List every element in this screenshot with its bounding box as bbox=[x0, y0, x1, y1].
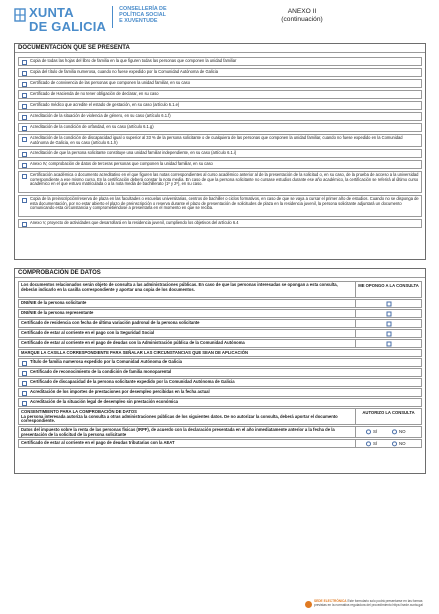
document-checkbox[interactable] bbox=[22, 174, 27, 179]
document-item-label: Acreditación de la condición de discapacidad igual o superior al 33 % de la persona solicitante o de cualquiera de las personas que componen la unidad familiar, cuando no fuese expedido en la Comunidad Autónoma de Galicia, en su caso (artículo 6.1.h) bbox=[30, 135, 403, 145]
consent-choice-cell bbox=[355, 440, 421, 447]
footer-text bbox=[314, 600, 429, 608]
document-item-label: Anexo IV, comprobación de datos de terceras personas que componen la unidad familiar, en su caso bbox=[30, 161, 213, 166]
verification-intro-row bbox=[18, 281, 422, 298]
circumstance-label: Certificado de reconocimiento de la condición de familia monoparental bbox=[30, 369, 172, 374]
consent-no-option[interactable] bbox=[392, 441, 406, 446]
document-item bbox=[18, 171, 422, 193]
document-item-label: Certificado de convivencia de las personas que componen la unidad familiar, en su caso bbox=[30, 80, 190, 85]
circumstance-label: Certificado de discapacidad de la persona solicitante expedido por la Comunidad Autónoma de Galicia bbox=[30, 379, 235, 384]
document-checkbox[interactable] bbox=[22, 115, 27, 120]
consent-choice-cell bbox=[355, 427, 421, 437]
consent-no-option[interactable] bbox=[392, 429, 406, 434]
consent-title: CONSENTIMIENTO PARA LA COMPROBACIÓN DE DATOS bbox=[21, 409, 137, 414]
column-header bbox=[355, 409, 421, 424]
oppose-cell bbox=[355, 340, 421, 347]
document-checkbox[interactable] bbox=[22, 60, 27, 65]
column-header-label: ME OPONGO A LA CONSULTA bbox=[358, 283, 419, 288]
document-item bbox=[18, 68, 422, 77]
consent-row bbox=[18, 426, 422, 438]
circumstances-title: MARQUE LA CASILLA CORRESPONDIENTE PARA SEÑALAR LAS CIRCUNSTANCIAS QUE SEAN DE APLICACIÓN bbox=[21, 350, 248, 355]
no-label: NO bbox=[399, 428, 406, 434]
document-checkbox[interactable] bbox=[22, 137, 27, 142]
oppose-checkbox[interactable] bbox=[386, 341, 391, 346]
verification-intro: Los documentos relacionados serán objeto de consulta a las administraciones públicas. En caso de que las personas interesadas se opongan a esta consulta, deberán indicarlo en la casilla correspondiente y aportar una copia de los documentos. bbox=[21, 282, 338, 292]
document-item-label: Acreditación de que la persona solicitante constituye una unidad familiar independiente, en su caso (artículo 6.1.i) bbox=[30, 150, 237, 155]
verification-section bbox=[14, 268, 426, 474]
oppose-cell bbox=[355, 310, 421, 317]
radio-no-icon[interactable] bbox=[392, 429, 397, 434]
conselleria-line-3: E XUVENTUDE bbox=[119, 18, 158, 25]
column-header-label: AUTORIZO LA CONSULTA bbox=[362, 410, 415, 415]
document-checkbox[interactable] bbox=[22, 222, 27, 227]
document-item bbox=[18, 79, 422, 88]
document-checkbox[interactable] bbox=[22, 126, 27, 131]
footer-note: Este formulario solo podrá presentarse en las formas previstas en la normativa reguladora del procedimiento bbox=[314, 599, 423, 607]
annex-heading bbox=[272, 8, 332, 24]
document-item bbox=[18, 134, 422, 147]
document-item-label: Acreditación de la condición de orfandad, en su caso (artículo 6.1.g) bbox=[30, 124, 154, 129]
circumstance-row bbox=[18, 378, 422, 387]
yes-label: SÍ bbox=[373, 428, 378, 434]
verification-item-label: Certificado de estar al corriente en el pago con la Seguridad Social bbox=[21, 330, 155, 335]
document-item bbox=[18, 160, 422, 169]
document-checkbox[interactable] bbox=[22, 71, 27, 76]
document-item-label: Certificado médico que acredite el estado de gestación, en su caso (artículo 6.1.e) bbox=[30, 102, 180, 107]
logo-separator bbox=[112, 6, 113, 28]
header bbox=[14, 6, 426, 34]
verification-title: COMPROBACIÓN DE DATOS bbox=[15, 269, 425, 278]
footer-brand: SEDE ELECTRÓNICA bbox=[314, 599, 347, 603]
circumstance-label: Acreditación de la situación legal de desempleo sin prestación económica bbox=[30, 399, 179, 404]
document-item-label: Certificación académica o documento acreditativo en el que figuren las notas correspondientes al curso académico anterior al de la presentación de la solicitud o, en su caso, de la prueba de acceso a la universidad correspondiente a ese mismo curso. En la certificación deberá constar la nota media. En caso de que la persona solicitante no cursase estudios durante ese año académico, la certificación se referirá al último curso académico en el que estuvo matriculada o a la nota media de bachillerato (1º y 2º), en su caso. bbox=[30, 172, 419, 187]
circumstance-checkbox[interactable] bbox=[22, 361, 27, 366]
radio-yes-icon[interactable] bbox=[366, 441, 371, 446]
document-checkbox[interactable] bbox=[22, 93, 27, 98]
circumstance-checkbox[interactable] bbox=[22, 371, 27, 376]
circumstance-row bbox=[18, 388, 422, 397]
document-item bbox=[18, 149, 422, 158]
document-item bbox=[18, 57, 422, 66]
consent-yes-option[interactable] bbox=[366, 429, 377, 434]
annex-subtitle: (continuación) bbox=[281, 16, 323, 23]
circumstance-row bbox=[18, 358, 422, 367]
document-item bbox=[18, 101, 422, 110]
document-item bbox=[18, 112, 422, 121]
xunta-emblem-icon bbox=[14, 8, 26, 22]
oppose-checkbox[interactable] bbox=[386, 311, 391, 316]
xunta-logo bbox=[14, 6, 167, 34]
annex-title: ANEXO II bbox=[287, 8, 317, 15]
conselleria-name bbox=[119, 6, 166, 25]
document-checkbox[interactable] bbox=[22, 82, 27, 87]
consent-item-label: Datos del impuesto sobre la renta de las personas físicas (IRPF), de acuerdo con la declaración presentada en el año inmediatamente anterior a la fecha de la presentación de la solicitud de la persona solicitante bbox=[21, 427, 335, 437]
documentation-section bbox=[14, 43, 426, 260]
no-label: NO bbox=[399, 440, 406, 446]
document-item-label: Copia de la preinscripción/reserva de plaza en las facultades o escuelas universitarias, centros de bachiller o ciclos formativos, en caso de que se vaya a cursar el primer año de estudios. Cuando no se disponga de esta documentación, por no estar abierto el plazo de preinscripción o reserva durante el plazo de presentación de solicitudes de plaza en la residencia juvenil, la persona solicitante adjuntará un documento comunicando esta circunstancia y comprometiéndose a presentarla en el momento en que se reciba. bbox=[30, 196, 419, 211]
document-item-label: Acreditación de la situación de violencia de género, en su caso (artículo 6.1.f) bbox=[30, 113, 171, 118]
circumstance-checkbox[interactable] bbox=[22, 381, 27, 386]
circumstance-checkbox[interactable] bbox=[22, 391, 27, 396]
document-item bbox=[18, 219, 422, 228]
oppose-cell bbox=[355, 330, 421, 337]
circumstances-title-row bbox=[18, 349, 422, 357]
consent-row bbox=[18, 439, 422, 448]
oppose-checkbox[interactable] bbox=[386, 331, 391, 336]
verification-row bbox=[18, 309, 422, 318]
consent-text: La persona interesada autoriza la consulta a otras administraciones públicas de los siguientes datos. De no autorizar la consulta, deberá aportar el documento correspondiente. bbox=[21, 413, 338, 424]
document-item bbox=[18, 123, 422, 132]
verification-item-label: DNI/NIE de la persona representante bbox=[21, 310, 94, 315]
logo-line-2: DE GALICIA bbox=[29, 19, 107, 34]
document-checkbox[interactable] bbox=[22, 198, 27, 203]
footer-url[interactable]: https://sede.xunta.gal bbox=[392, 602, 423, 607]
column-header bbox=[355, 282, 421, 297]
circumstance-row bbox=[18, 368, 422, 377]
radio-no-icon[interactable] bbox=[392, 441, 397, 446]
document-checkbox[interactable] bbox=[22, 163, 27, 168]
document-item-label: Copia de todas las hojas del libro de familia en la que figuren todas las personas que componen la unidad familiar bbox=[30, 58, 237, 63]
verification-row bbox=[18, 339, 422, 348]
document-item-label: Certificado de Hacienda de no tener obligación de declarar, en su caso bbox=[30, 91, 159, 96]
logo-line-1: XUNTA bbox=[29, 5, 74, 20]
verification-row bbox=[18, 299, 422, 308]
oppose-cell bbox=[355, 320, 421, 327]
verification-row bbox=[18, 319, 422, 328]
document-item bbox=[18, 90, 422, 99]
circumstance-label: Título de familia numerosa expedido por la Comunidad Autónoma de Galicia bbox=[30, 359, 183, 364]
sede-electronica-icon bbox=[305, 601, 312, 608]
verification-item-label: DNI/NIE de la persona solicitante bbox=[21, 300, 87, 305]
circumstance-row bbox=[18, 398, 422, 407]
oppose-checkbox[interactable] bbox=[386, 321, 391, 326]
circumstance-checkbox[interactable] bbox=[22, 401, 27, 406]
footer bbox=[305, 600, 429, 608]
consent-yes-option[interactable] bbox=[366, 441, 377, 446]
document-checkbox[interactable] bbox=[22, 104, 27, 109]
documentation-title: DOCUMENTACIÓN QUE SE PRESENTA bbox=[15, 44, 425, 53]
conselleria-line-2: POLÍTICA SOCIAL bbox=[119, 12, 166, 19]
document-checkbox[interactable] bbox=[22, 152, 27, 157]
verification-row bbox=[18, 329, 422, 338]
oppose-checkbox[interactable] bbox=[386, 301, 391, 306]
document-item-label: Copia del título de familia numerosa, cuando no fuese expedido por la Comunidad Autónoma de Galicia bbox=[30, 69, 218, 74]
circumstance-label: Acreditación de los importes de prestaciones por desempleo percibidas en la fecha actual bbox=[30, 389, 210, 394]
consent-intro-row bbox=[18, 408, 422, 425]
radio-yes-icon[interactable] bbox=[366, 429, 371, 434]
consent-item-label: Certificado de estar al corriente en el pago de deudas tributarias con la AEAT bbox=[21, 440, 175, 445]
document-item bbox=[18, 195, 422, 217]
yes-label: SÍ bbox=[373, 440, 378, 446]
verification-item-label: Certificado de estar al corriente en el pago de deudas con la Administración pública de la Comunidad Autónoma bbox=[21, 340, 245, 345]
conselleria-line-1: CONSELLERÍA DE bbox=[119, 6, 167, 12]
oppose-cell bbox=[355, 300, 421, 307]
document-item-label: Anexo V, proyecto de actividades que desarrollará en la residencia juvenil, cumpliendo los objetivos del artículo 6.4 bbox=[30, 220, 239, 225]
verification-item-label: Certificado de residencia con fecha de última variación padronal de la persona solicitante bbox=[21, 320, 200, 325]
